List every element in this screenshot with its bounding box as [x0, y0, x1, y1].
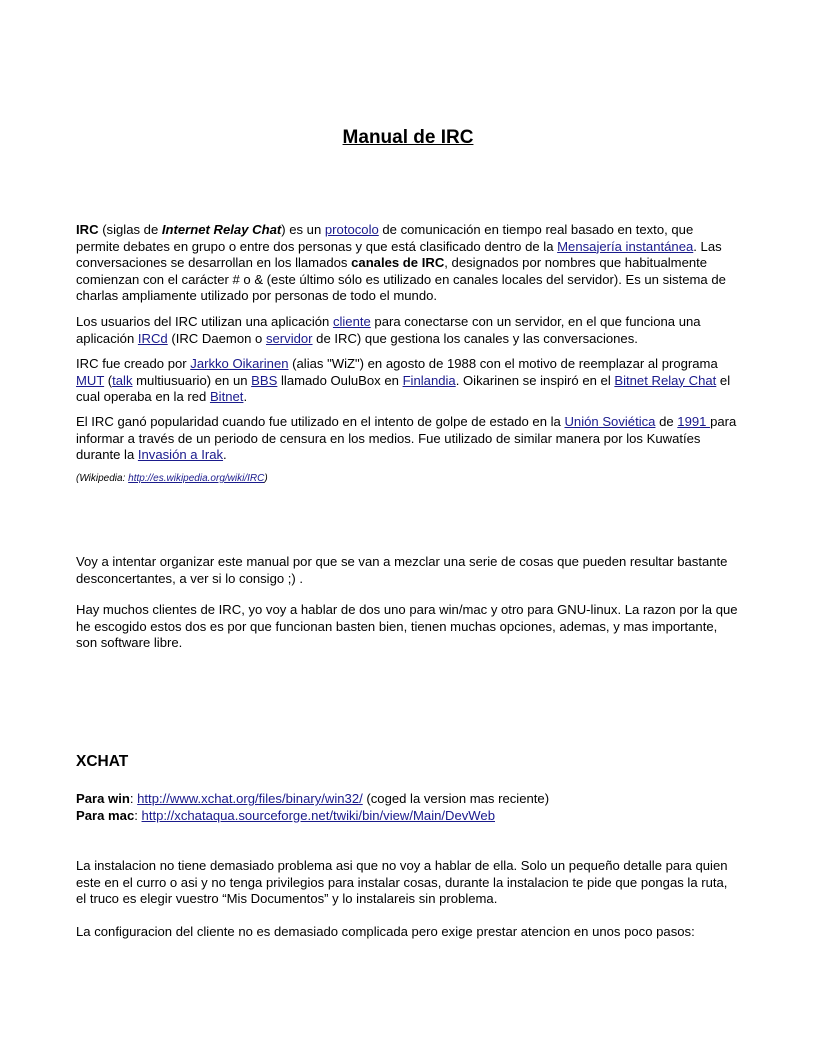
link-mensajeria[interactable]: Mensajería instantánea [557, 238, 694, 254]
text: para informar a través de un periodo de censura en los medios. Fue utilizado de similar manera por los Kuwatíes durante la [76, 414, 737, 463]
link-bbs[interactable]: BBS [251, 372, 278, 388]
link-wikipedia-source[interactable]: http://es.wikipedia.org/wiki/IRC [128, 473, 265, 484]
text: : [129, 791, 138, 806]
intro-paragraph-4 [76, 414, 740, 464]
irc-term: IRC [76, 222, 99, 237]
canales-term: canales de IRC [351, 255, 445, 271]
config-paragraph: La configuracion del cliente no es demasiado complicada pero exige prestar atencion en unos poco pasos: [76, 924, 695, 939]
link-union-sovietica[interactable]: Unión Soviética [564, 414, 656, 429]
link-jarkko[interactable]: Jarkko Oikarinen [190, 356, 289, 371]
text: . Oikarinen se inspiró en el [455, 372, 615, 388]
link-protocolo[interactable]: protocolo [324, 222, 379, 237]
plan-paragraph-1: Voy a intentar organizar este manual por que se van a mezclar una serie de cosas que pueden resultar bastante desconcertantes, a ver si lo consigo ;) . [76, 554, 728, 586]
irc-full-name: Internet Relay Chat [161, 222, 282, 237]
link-invasion-irak[interactable]: Invasión a Irak [137, 447, 224, 463]
text: ) [264, 473, 268, 484]
text: , designados por nombres que habitualmente comienzan con el carácter # o & (este último sólo es utilizado en canales locales del servidor). Es un sistema de charlas ampliamente utilizado por personas de todo el mundo. [76, 255, 726, 304]
text: (coged la version mas reciente) [362, 791, 550, 806]
source-citation [76, 473, 740, 485]
win-label: Para win [76, 791, 130, 806]
link-finlandia[interactable]: Finlandia [402, 372, 456, 388]
link-1991[interactable]: 1991 [677, 414, 711, 429]
text: de comunicación en tiempo real basado en texto, que permite debates en grupo o entre dos personas y que está clasificado dentro de la [76, 222, 694, 254]
link-bitnet[interactable]: Bitnet [209, 389, 244, 405]
install-paragraph: La instalacion no tiene demasiado problema asi que no voy a hablar de ella. Solo un pequeño detalle para quien este en el curro o asi y no tenga privilegios para instalar cosas, durante la instalacion te pide que pongas la ruta, el truco es elegir vuestro “Mis Documentos” y lo instalareis sin problema. [76, 858, 728, 907]
text: Los usuarios del IRC utilizan una aplicación [76, 314, 333, 329]
text: multiusuario) en un [132, 372, 252, 388]
link-cliente[interactable]: cliente [332, 314, 371, 329]
text: . [243, 389, 248, 405]
intro-paragraph-1 [76, 222, 740, 305]
text: (siglas de [98, 222, 162, 237]
intro-paragraph-3 [76, 356, 740, 406]
download-win [76, 791, 740, 808]
text: El IRC ganó popularidad cuando fue utilizado en el intento de golpe de estado en la [76, 414, 565, 429]
text: IRC fue creado por [76, 356, 191, 371]
text: llamado OuluBox en [277, 372, 403, 388]
text: ) es un [281, 222, 325, 237]
link-ircd[interactable]: IRCd [137, 330, 168, 346]
link-talk[interactable]: talk [112, 372, 133, 388]
text: (IRC Daemon o [167, 330, 266, 346]
text: . [223, 447, 227, 463]
intro-paragraph-2 [76, 314, 740, 347]
text: (Wikipedia: [76, 473, 129, 484]
text: ( [104, 372, 113, 388]
download-mac [76, 808, 740, 825]
text: el cual operaba en la red [76, 372, 731, 405]
page-title: Manual de IRC [342, 127, 474, 148]
text: . Las conversaciones se desarrollan en los llamados [76, 238, 722, 271]
text: : [134, 808, 142, 823]
link-mut[interactable]: MUT [76, 372, 105, 388]
text: de IRC) que gestiona los canales y las conversaciones. [312, 330, 638, 346]
link-servidor[interactable]: servidor [265, 330, 313, 346]
link-bitnet-relay-chat[interactable]: Bitnet Relay Chat [614, 372, 717, 388]
text: (alias "WiZ") en agosto de 1988 con el motivo de reemplazar al programa [288, 356, 718, 371]
link-xchat-mac[interactable]: http://xchataqua.sourceforge.net/twiki/bin/view/Main/DevWeb [141, 808, 495, 823]
xchat-heading: XCHAT [76, 753, 129, 770]
text: para conectarse con un servidor, en el que funciona una aplicación [76, 314, 701, 346]
plan-paragraph-2: Hay muchos clientes de IRC, yo voy a hablar de dos uno para win/mac y otro para GNU-linux. La razon por la que he escogido estos dos es por que funcionan basten bien, tienen muchas opciones, ademas, y mas importante, son software libre. [76, 602, 738, 651]
link-xchat-win[interactable]: http://www.xchat.org/files/binary/win32/ [137, 791, 363, 806]
mac-label: Para mac [76, 808, 135, 823]
text: de [655, 414, 678, 429]
